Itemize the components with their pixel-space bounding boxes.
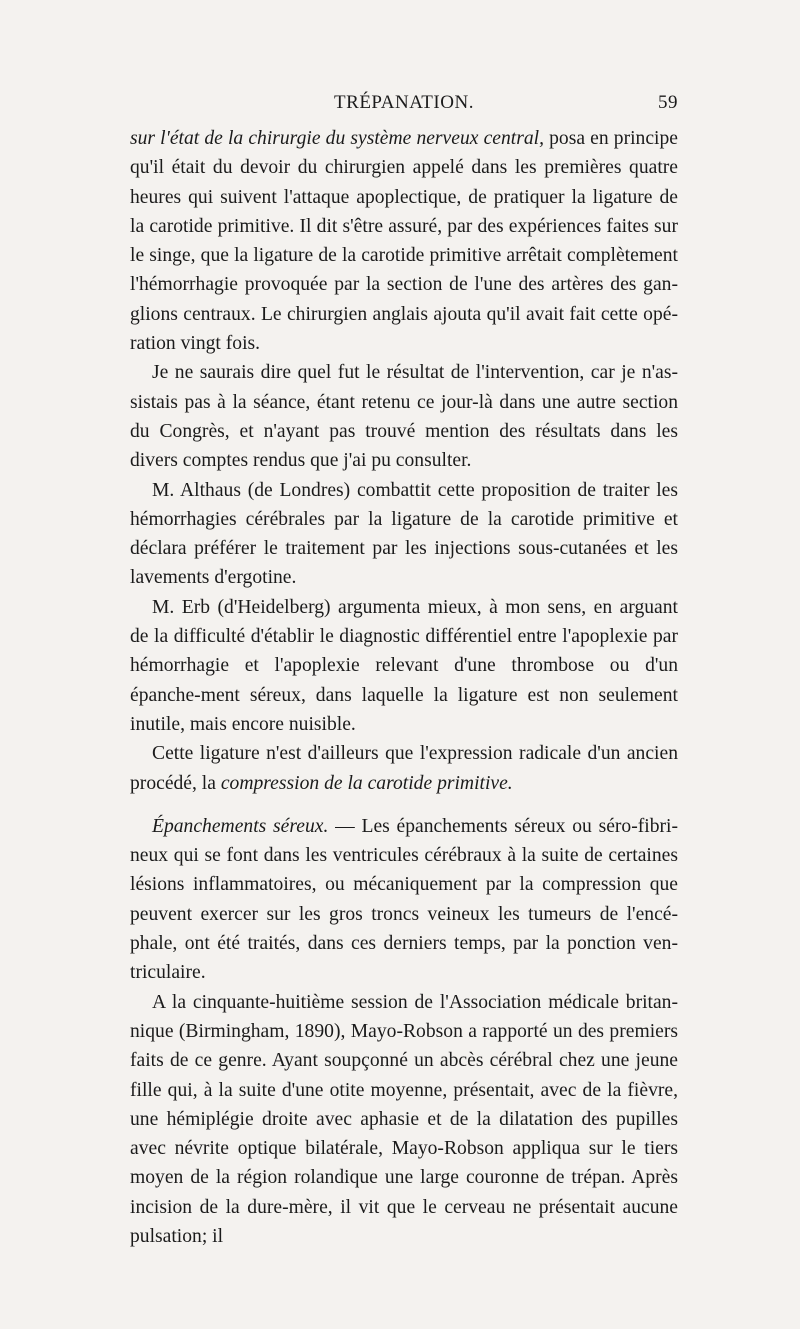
- paragraph-4: [130, 593, 678, 739]
- running-title: TRÉPANATION.: [334, 92, 474, 113]
- paragraph-7: [130, 988, 678, 1252]
- paragraph-5: [130, 739, 678, 798]
- paragraph-6-section-heading: [130, 812, 678, 988]
- italic-phrase: compression de la carotide primitive.: [220, 772, 513, 794]
- paragraph-3: [130, 476, 678, 593]
- paragraph-text: — Les épanchements séreux ou séro-fibri-neux qui se font dans les ventricules cérébraux à la suite de certaines lésions inflammatoires, ou mécaniquement par la compression que peuvent exercer sur les gros troncs veineux les tumeurs de l'encé-phale, ont été traités, dans ces derniers temps, par la ponction ven-triculaire.: [130, 815, 678, 984]
- paragraph-text: Je ne saurais dire quel fut le résultat de l'intervention, car je n'as-sistais pas à la séance, étant retenu ce jour-là dans une autre section du Congrès, et n'ayant pas trouvé mention des résultats dans les divers comptes rendus que j'ai pu consulter.: [130, 362, 678, 472]
- paragraph-text: M. Althaus (de Londres) combattit cette proposition de traiter les hémorrhagies cérébrales par la ligature de la carotide primitive et déclara préférer le traitement par les injections sous-cutanées et les lavements d'ergotine.: [130, 479, 678, 589]
- paragraph-text: posa en principe qu'il était du devoir du chirurgien appelé dans les premières quatre heures qui suivent l'attaque apoplectique, de pratiquer la ligature de la carotide primitive. Il dit s'être assuré, par des expériences faites sur le singe, que la ligature de la carotide primitive arrêtait complètement l'hémorrhagie provoquée par la section de l'une des artères des gan-glions centraux. Le chirurgien anglais ajouta qu'il avait fait cette opé-ration vingt fois.: [130, 128, 678, 355]
- body-text: [130, 124, 678, 1251]
- italic-title-lead: sur l'état de la chirurgie du système nerveux central,: [130, 128, 544, 149]
- page-number: 59: [658, 92, 678, 113]
- section-heading: Épanchements séreux.: [152, 815, 329, 837]
- paragraph-text: A la cinquante-huitième session de l'Association médicale britan-nique (Birmingham, 1890), Mayo-Robson a rapporté un des premiers faits de ce genre. Ayant soupçonné un abcès cérébral chez une jeune fille qui, à la suite d'une otite moyenne, présentait, avec de la fièvre, une hémiplégie droite avec aphasie et de la dilatation des pupilles avec névrite optique bilatérale, Mayo-Robson appliqua sur le tiers moyen de la région rolandique une large couronne de trépan. Après incision de la dure-mère, il vit que le cerveau ne présentait aucune pulsation; il: [130, 991, 678, 1247]
- paragraph-2: [130, 358, 678, 475]
- page-header: [130, 92, 678, 118]
- paragraph-text: M. Erb (d'Heidelberg) argumenta mieux, à mon sens, en arguant de la difficulté d'établir le diagnostic différentiel entre l'apoplexie par hémorrhagie et l'apoplexie relevant d'une thrombose ou d'un épanche-ment séreux, dans laquelle la ligature est non seulement inutile, mais encore nuisible.: [130, 596, 678, 735]
- paragraph-1: [130, 124, 678, 358]
- paragraph-text: Cette ligature n'est d'ailleurs que l'expression radicale d'un ancien procédé, la: [130, 743, 678, 794]
